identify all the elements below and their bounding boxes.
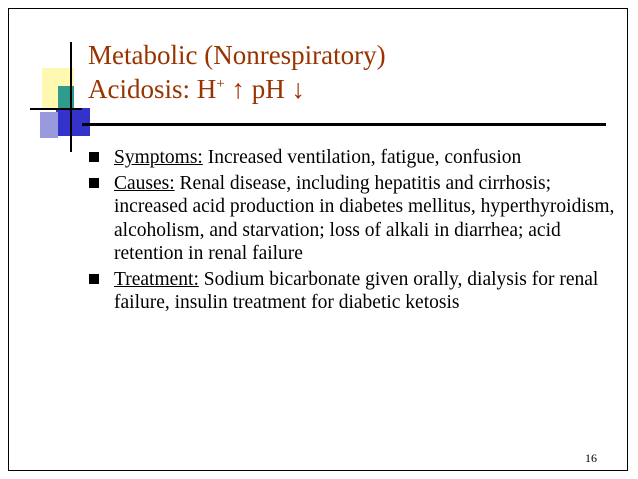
title-superscript-plus: + [216,76,225,92]
title-line-1: Metabolic (Nonrespiratory) [88,40,386,70]
page-number: 16 [585,451,597,465]
bullet-item-treatment [84,268,624,315]
deco-horizontal-line [30,108,82,110]
bullet-item-symptoms [84,146,624,170]
bullet-list [84,146,624,315]
deco-blue-square [56,108,90,136]
bullet-square-icon [89,274,99,284]
bullet-square-icon [89,152,99,162]
bullet-label: Symptoms: [114,147,203,168]
title-acidosis-text: Acidosis: H [88,74,217,104]
slide-title [88,38,386,106]
title-underline-rule [82,123,606,126]
bullet-label: Causes: [114,172,175,194]
bullet-text: Increased ventilation, fatigue, confusion [202,147,522,168]
deco-purple-square [40,112,58,138]
bullet-text: Sodium bicarbonate given orally, dialysis for renal failure, insulin treatment for diabetic ketosis [114,268,599,313]
title-line-2 [88,72,386,106]
deco-vertical-line [70,42,72,152]
bullet-item-causes [84,172,624,266]
bullet-square-icon [89,178,99,188]
title-arrows-text: ↑ pH ↓ [224,74,305,104]
bullet-label: Treatment: [114,268,199,290]
bullet-text: Renal disease, including hepatitis and cirrhosis; increased acid production in diabetes mellitus, hyperthyroidism, alcoholism, and starvation; loss of alkali in diarrhea; acid retention in renal failure [114,172,615,264]
